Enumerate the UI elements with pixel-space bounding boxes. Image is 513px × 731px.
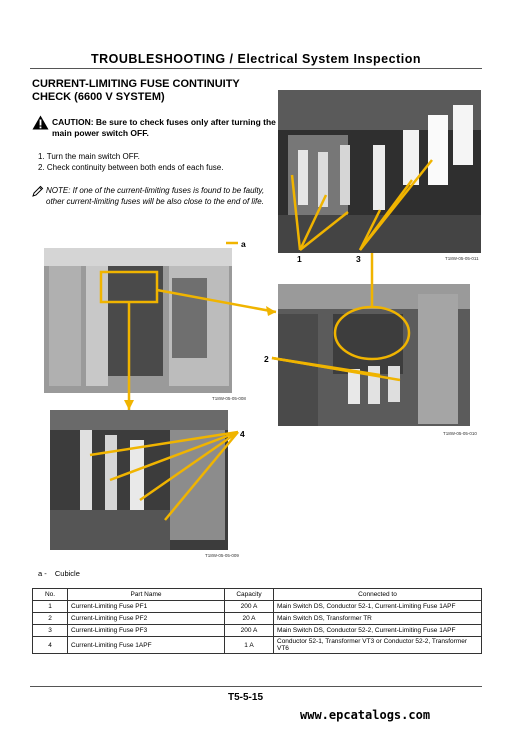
- table-cell: 3: [33, 625, 68, 637]
- table-cell: 1 A: [225, 637, 274, 654]
- step-item: 1. Turn the main switch OFF.: [38, 152, 140, 161]
- watermark: www.epcatalogs.com: [300, 708, 431, 722]
- page-number: T5-5-15: [228, 692, 264, 703]
- section-title: CURRENT-LIMITING FUSE CONTINUITY CHECK (6600 V SYSTEM): [32, 78, 240, 103]
- legend-key: a -: [38, 569, 47, 578]
- table-cell: 200 A: [225, 625, 274, 637]
- callout-label-a: a: [241, 239, 246, 249]
- table-cell: 200 A: [225, 601, 274, 613]
- column-header: Connected to: [274, 589, 482, 601]
- page-header: TROUBLESHOOTING / Electrical System Inspection: [90, 52, 421, 66]
- table-cell: Current-Limiting Fuse PF1: [68, 601, 225, 613]
- table-cell: Main Switch DS, Transformer TR: [274, 613, 482, 625]
- caution-text: CAUTION: Be sure to check fuses only after turning the main power switch OFF.: [52, 117, 276, 138]
- table-cell: 1: [33, 601, 68, 613]
- legend-text: Cubicle: [54, 569, 80, 578]
- figure-code: T18W-05-05-008: [212, 396, 246, 401]
- column-header: Part Name: [68, 589, 225, 601]
- table-cell: Main Switch DS, Conductor 52-2, Current-Limiting Fuse 1APF: [274, 625, 482, 637]
- table-cell: 4: [33, 637, 68, 654]
- table-row: [33, 613, 482, 625]
- callout-label-4: 4: [240, 429, 245, 439]
- parts-table: [32, 588, 482, 654]
- callout-label-1: 1: [297, 254, 302, 264]
- table-cell: Current-Limiting Fuse 1APF: [68, 637, 225, 654]
- table-row: [33, 637, 482, 654]
- figure-code: T18W-05-05-009: [205, 553, 239, 558]
- figure-code: T18W-05-05-011: [445, 256, 479, 261]
- column-header: Capacity: [225, 589, 274, 601]
- legend: [38, 569, 80, 578]
- step-item: 2. Check continuity between both ends of each fuse.: [38, 163, 224, 172]
- table-row: [33, 601, 482, 613]
- note-text: NOTE: If one of the current-limiting fuses is found to be faulty, other current-limiting fuses will be also close to the end of life.: [46, 186, 265, 206]
- callout-label-3: 3: [356, 254, 361, 264]
- table-cell: 2: [33, 613, 68, 625]
- table-cell: Conductor 52-1, Transformer VT3 or Conductor 52-2, Transformer VT6: [274, 637, 482, 654]
- table-header-row: [33, 589, 482, 601]
- table-cell: Current-Limiting Fuse PF3: [68, 625, 225, 637]
- column-header: No.: [33, 589, 68, 601]
- table-cell: Main Switch DS, Conductor 52-1, Current-Limiting Fuse 1APF: [274, 601, 482, 613]
- footer-divider: [30, 686, 482, 687]
- figure-code: T18W-05-05-010: [443, 431, 477, 436]
- table-cell: 20 A: [225, 613, 274, 625]
- callout-label-2: 2: [264, 354, 269, 364]
- table-row: [33, 625, 482, 637]
- table-cell: Current-Limiting Fuse PF2: [68, 613, 225, 625]
